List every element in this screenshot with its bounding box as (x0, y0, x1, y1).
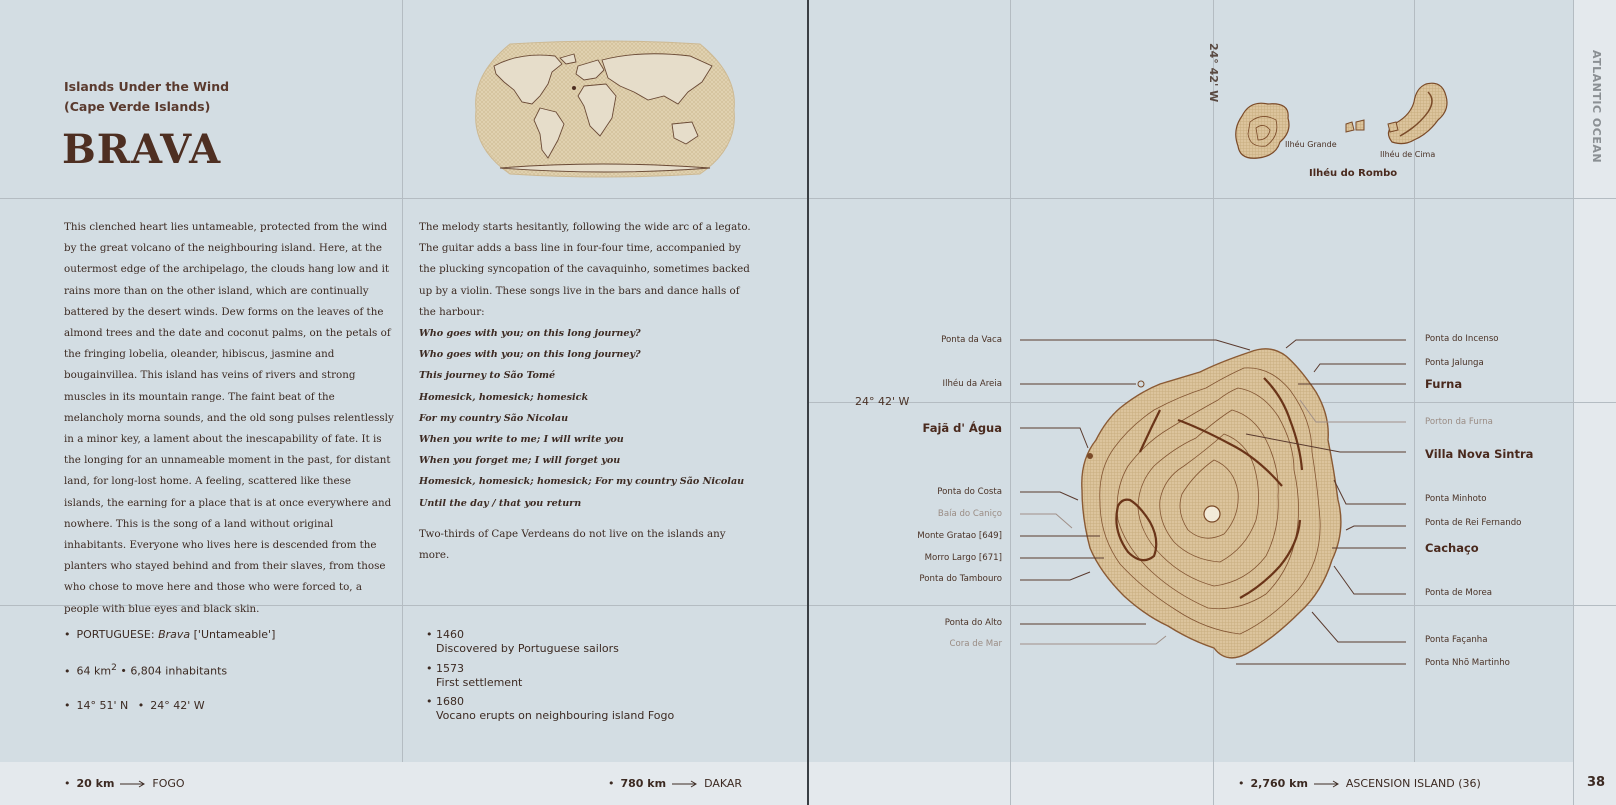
paragraph: Two-thirds of Cape Verdeans do not live on the islands any more. (419, 527, 726, 562)
map-label-right: Ponta Minhoto (1425, 494, 1487, 504)
map-label-right: Ponta de Morea (1425, 588, 1492, 598)
map-label-left: Ponta do Costa (937, 487, 1002, 497)
lyric-line: Who goes with you; on this long journey? (419, 349, 641, 361)
map-label-left: Ponta da Vaca (941, 335, 1002, 345)
map-label-left: Morro Largo [671] (924, 553, 1002, 563)
islet-group-label: Ilhéu do Rombo (1309, 168, 1398, 179)
longitude-label-top: 24° 42' W (1207, 43, 1220, 103)
map-label-left: Ponta do Tambouro (919, 574, 1002, 584)
map-label-right: Cachaço (1425, 541, 1479, 555)
fact-name: • PORTUGUESE: Brava ['Untameable'] (64, 628, 276, 641)
fact-coordinates: • 14° 51' N • 24° 42' W (64, 699, 205, 712)
island-brava (1082, 349, 1341, 658)
lyric-line: Until the day / that you return (419, 497, 582, 509)
lyric-line: Homesick, homesick; homesick (419, 391, 589, 403)
map-label-right: Porton da Furna (1425, 417, 1493, 427)
footer-distance-fogo: • 20 km FOGO (64, 777, 185, 790)
page-title: BRAVA (62, 126, 222, 173)
page-number: 38 (1587, 775, 1606, 790)
ocean-label: ATLANTIC OCEAN (1590, 50, 1603, 164)
map-label-left: Cora de Mar (949, 639, 1002, 649)
lyric-line: For my country São Nicolau (419, 412, 569, 424)
lyric-line: Homesick, homesick; homesick; For my country São Nicolau (419, 476, 745, 488)
map-label-right: Villa Nova Sintra (1425, 447, 1534, 461)
map-label-right: Ponta Nhõ Martinho (1425, 658, 1510, 668)
paragraph: This clenched heart lies untameable, protected from the wind by the great volcano of the neighbouring island. Here, at the outermost edge of the archipelago, the clouds hang low and it rains more than on the other island, which are continually battered by the desert winds. Dew forms on the leaves of the almond trees and the date and coconut palms, on the petals of the fringing lobelia, oleander, hibiscus, jasmine and bougainvillea. This island has veins of rivers and strong muscles in its mountain range. The faint beat of the melancholy morna sounds, and the old song pulses relentlessly in a minor key, a lament about the inescapability of fate. It is the longing for an unnameable moment in the past, for distant land, for long-lost home. A feeling, scattered like these islands, the earning for a place that is at once everywhere and nowhere. This is the song of a land without original inhabitants. Everyone who lives here is descended from the planters who stayed behind and from their slaves, from those who chose to move here and those who were forced to, a people with blue eyes and black skin. (64, 221, 394, 615)
map-label-right: Ponta de Rei Fernando (1425, 518, 1522, 528)
lyric-line: This journey to São Tomé (419, 370, 556, 382)
map-label-right: Ponta Jalunga (1425, 358, 1484, 368)
lyric-line: When you forget me; I will forget you (419, 455, 621, 467)
map-label-left: Monte Gratao [649] (917, 531, 1002, 541)
map-label-left: Baía do Caniço (937, 509, 1002, 519)
islet-label: Ilhéu de Cima (1380, 150, 1436, 159)
timeline-item: • 1680 Vocano erupts on neighbouring island Fogo (426, 695, 675, 722)
map-label-right: Ponta do Incenso (1425, 334, 1499, 344)
lyric-line: Who goes with you; on this long journey? (419, 328, 641, 340)
longitude-label-side: 24° 42' W (855, 395, 910, 408)
fact-area: • 64 $km^2$ • 6,804 inhabitants (64, 663, 228, 678)
map-label-right: Furna (1425, 377, 1463, 391)
islet-label: Ilhéu Grande (1285, 140, 1337, 149)
map-label-right: Ponta Façanha (1425, 635, 1488, 645)
paragraph: The melody starts hesitantly, following the wide arc of a legato. The guitar adds a bass line in four-four time, accompanied by the plucking syncopation of the cavaquinho, sometimes backed up by a violin. These songs live in the bars and dance halls of the harbour: (419, 221, 751, 318)
map-label-left: Ponta do Alto (944, 618, 1002, 628)
map-label-left: Fajã d' Água (922, 421, 1002, 435)
map-label-left: Ilhéu da Areia (942, 379, 1002, 389)
timeline-item: • 1573 First settlement (426, 662, 523, 689)
footer-distance-ascension: • 2,760 km ASCENSION ISLAND (36) (1238, 777, 1481, 790)
footer-distance-dakar: • 780 km DAKAR (608, 777, 743, 790)
timeline-item: • 1460 Discovered by Portuguese sailors (426, 628, 619, 655)
lyric-line: When you write to me; I will write you (419, 434, 624, 446)
page-subtitle: Islands Under the Wind (Cape Verde Islands) (64, 79, 230, 114)
islets (1236, 83, 1447, 158)
